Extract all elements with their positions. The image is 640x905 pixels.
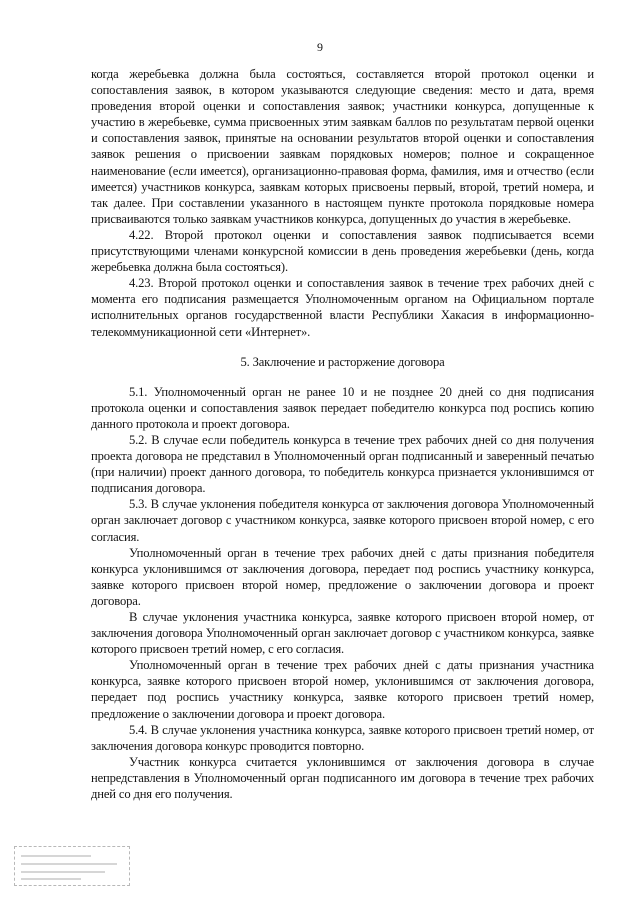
paragraph-5-3-second: Уполномоченный орган в течение трех рабочих дней с даты признания победителя конкурса уклонившимся от заключения договора, передает под роспись участнику конкурса, заявке которого присвоен второй номер, предложение о заключении договора и проект договора. bbox=[91, 545, 594, 608]
paragraph-5-2: 5.2. В случае если победитель конкурса в течение трех рабочих дней со дня получения проекта договора не представил в Уполномоченный орган подписанный и заверенный печатью (при наличии) проект данного договора, то победитель конкурса признается уклонившимся от подписания договора. bbox=[91, 432, 594, 496]
paragraph-5-3-third: В случае уклонения участника конкурса, заявке которого присвоен второй номер, от заключения договора Уполномоченный орган заключает договор с участником конкурса, заявке которого присвоен третий номер, с его согласия. bbox=[91, 610, 594, 657]
paragraph-5-4: 5.4. В случае уклонения участника конкурса, заявке которого присвоен третий номер, от заключения договора конкурс проводится повторно. bbox=[91, 722, 594, 753]
registration-stamp bbox=[14, 846, 130, 886]
paragraph-5-1: 5.1. Уполномоченный орган не ранее 10 и не позднее 20 дней со дня подписания протокола оценки и сопоставления заявок передает победителю конкурса под роспись копию данного протокола и проект договора. bbox=[91, 384, 594, 431]
stamp-line bbox=[21, 863, 117, 865]
document-body bbox=[91, 66, 594, 802]
paragraph-4-22: 4.22. Второй протокол оценки и сопоставления заявок подписывается всеми присутствующими членами конкурсной комиссии в день проведения жеребьевки (день, когда жеребьевка должна была состояться). bbox=[91, 227, 594, 275]
paragraph-4-23: 4.23. Второй протокол оценки и сопоставления заявок в течение трех рабочих дней с момента его подписания размещается Уполномоченным органом на Официальном портале исполнительных органов государственной власти Республики Хакасия в информационно-телекоммуникационной сети «Интернет». bbox=[91, 276, 594, 339]
paragraph-4-21-continuation: когда жеребьевка должна была состояться, составляется второй протокол оценки и сопоставления заявок, в котором указываются следующие сведения: место и дата, время проведения второй оценки и сопоставления заявок; участники конкурса, допущенные к участию в жеребьевке, сумма присвоенных этим заявкам баллов по результатам первой оценки и сопоставления заявок, принятые на основании результатов второй оценки и сопоставления заявок решения о присвоении заявкам порядковых номеров; полное и сокращенное наименование (если имеется), организационно-правовая форма, фамилия, имя и отчество (если имеется) участников конкурса, заявкам которых присвоены первый, второй, третий номера, и так далее. При составлении указанного в настоящем пункте протокола порядковые номера присваиваются только заявкам участников конкурса, допущенных до участия в жеребьевке. bbox=[91, 67, 594, 226]
stamp-line bbox=[21, 871, 105, 873]
stamp-line bbox=[21, 855, 91, 857]
page-number: 9 bbox=[317, 40, 323, 54]
paragraph-5-4-second: Участник конкурса считается уклонившимся от заключения договора в случае непредставления в Уполномоченный орган подписанного им договора в течение трех рабочих дней со дня его получения. bbox=[91, 754, 594, 802]
paragraph-5-3: 5.3. В случае уклонения победителя конкурса от заключения договора Уполномоченный орган заключает договор с участником конкурса, заявке которого присвоен второй номер, с его согласия. bbox=[91, 497, 594, 544]
paragraph-5-3-fourth: Уполномоченный орган в течение трех рабочих дней с даты признания участника конкурса, заявке которого присвоен второй номер, уклонившимся от заключения договора, передает под роспись участнику конкурса, заявке которого присвоен третий номер, предложение о заключении договора и проект договора. bbox=[91, 658, 594, 721]
stamp-line bbox=[21, 878, 81, 880]
section-heading: 5. Заключение и расторжение договора bbox=[240, 354, 445, 369]
